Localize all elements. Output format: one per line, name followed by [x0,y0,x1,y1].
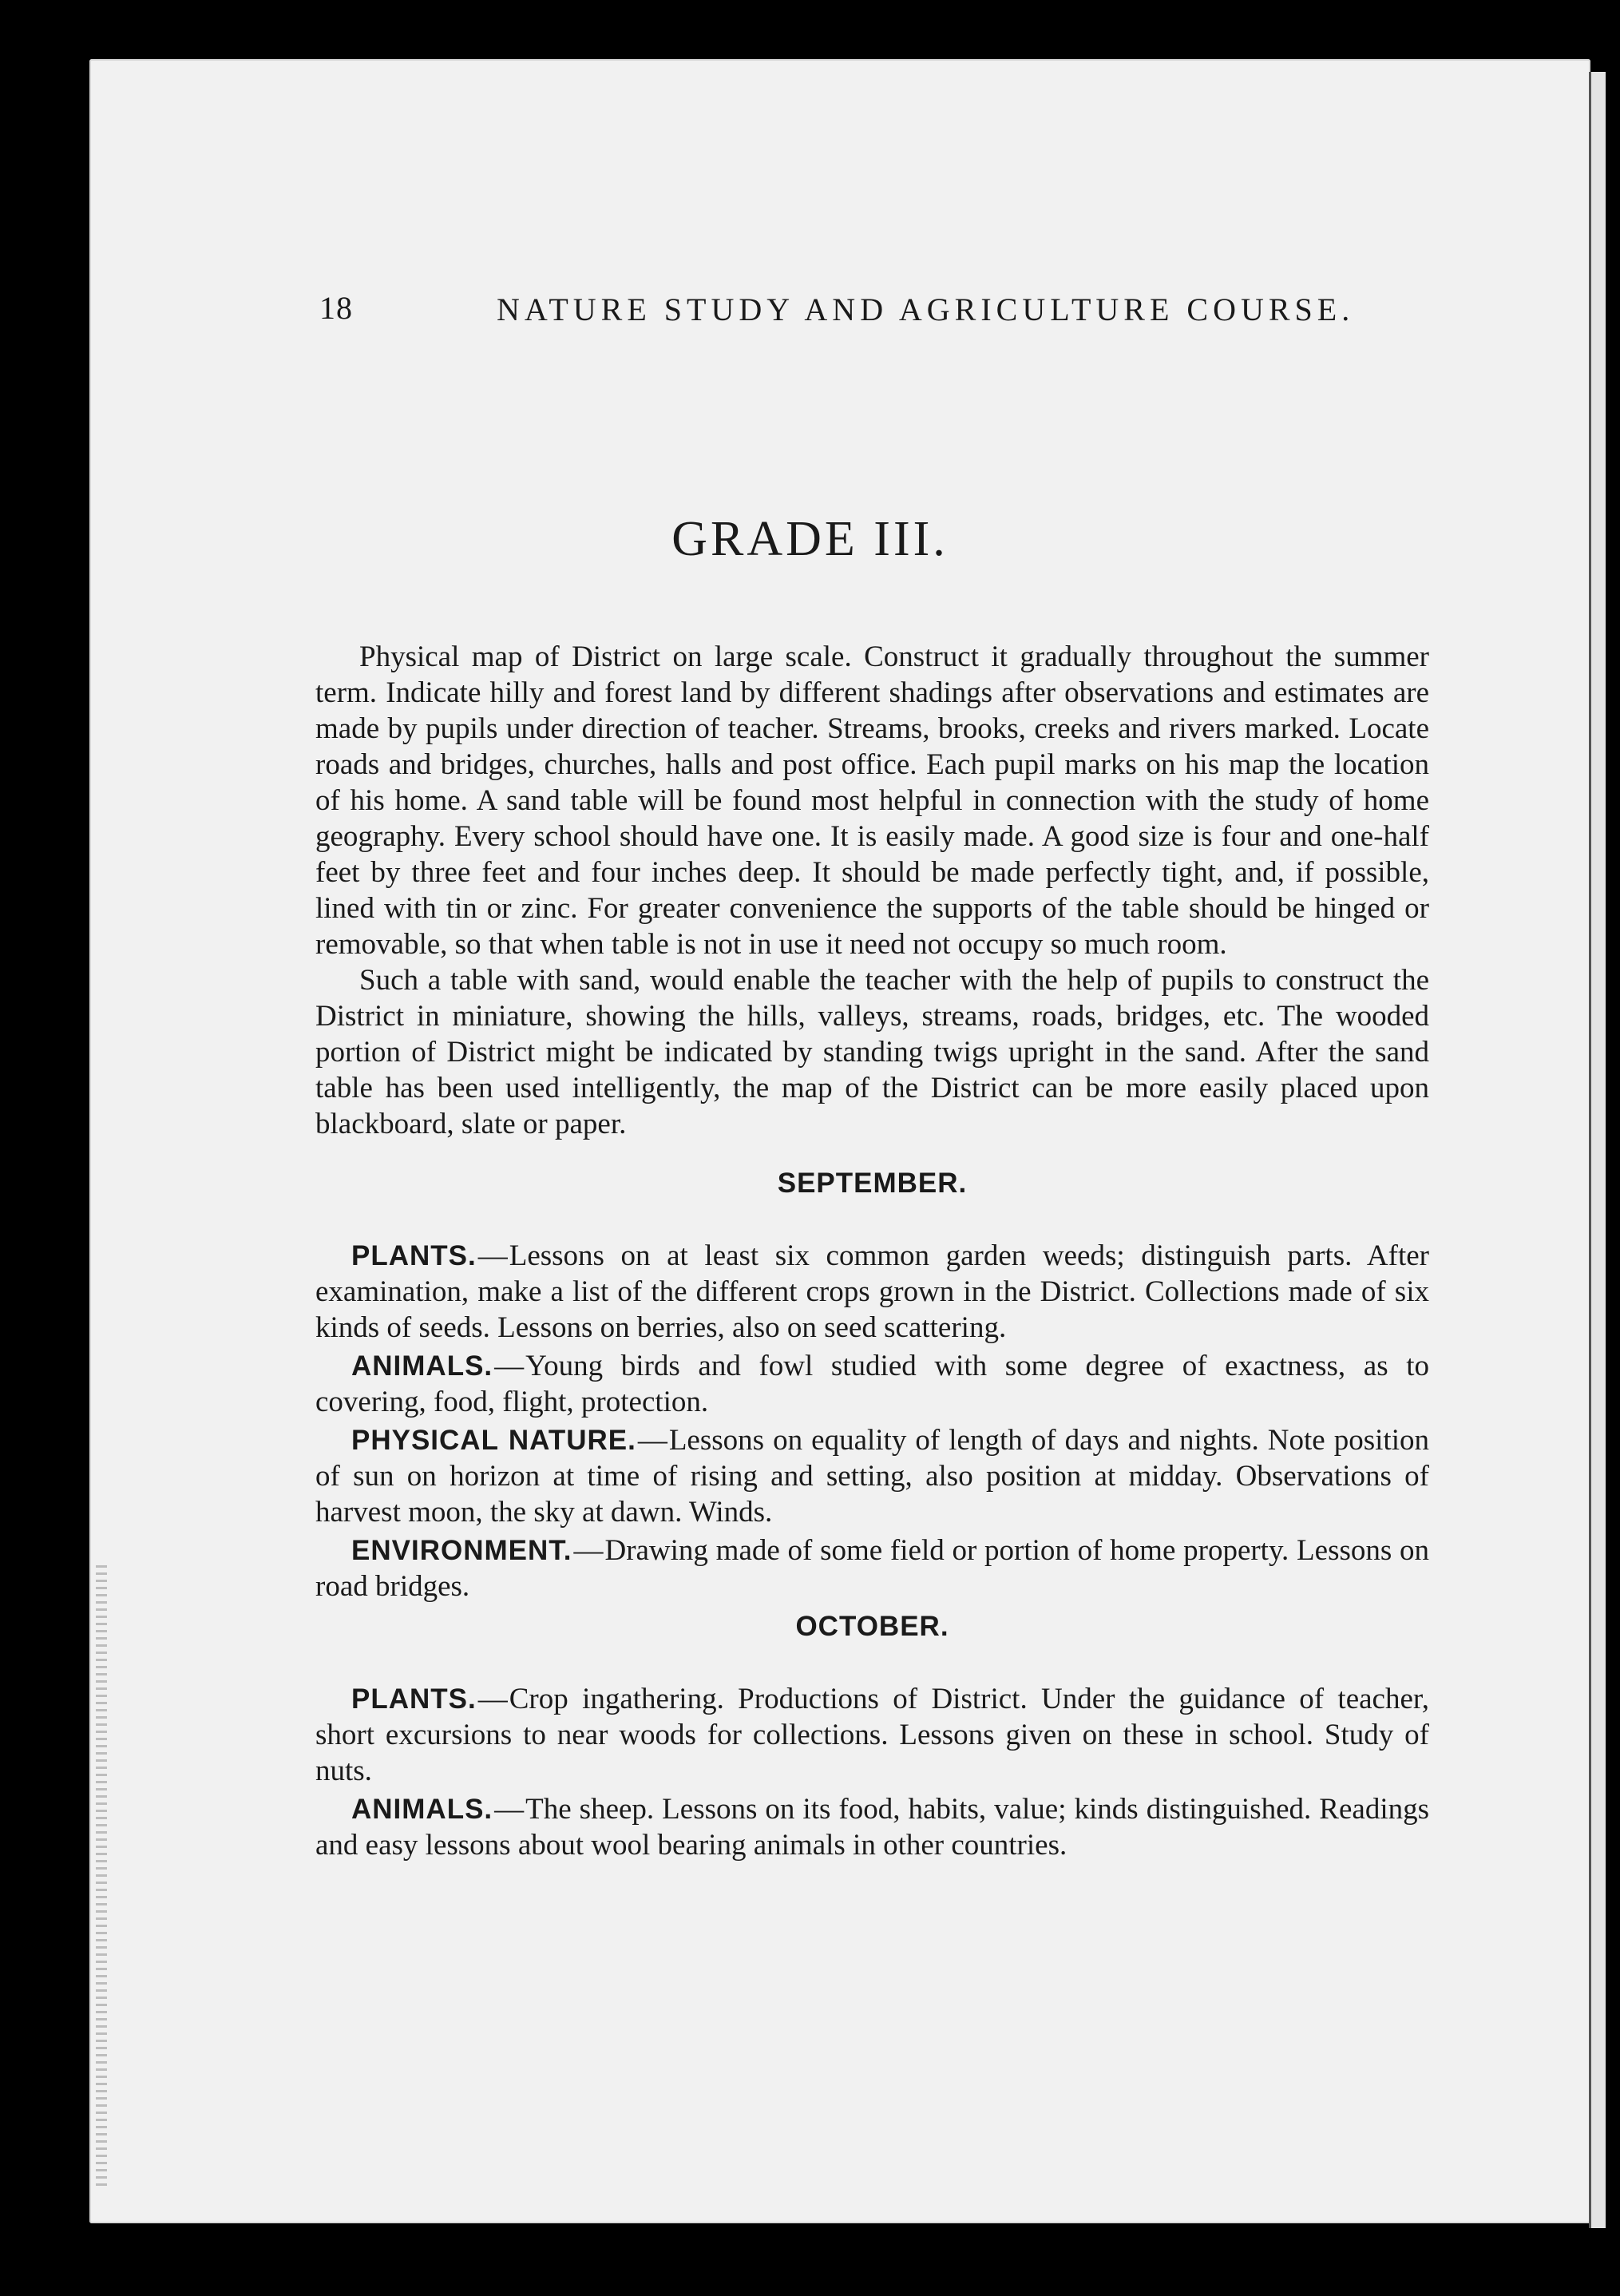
topic-label: ANIMALS. [351,1350,493,1382]
intro-paragraph: Such a table with sand, would enable the teacher with the help of pupils to construct the District in miniature, showing the hills, valleys, streams, roads, bridges, etc. The wooded portion of District might be indicated by standing twigs upright in the sand. After the sand table has been used intelligently, the map of the District can be more easily placed upon blackboard, slate or paper. [315,964,1429,1140]
page-edge [1589,72,1606,2228]
page-title: GRADE III. [671,512,949,566]
separator: — [477,1683,508,1715]
separator: — [494,1350,525,1382]
topic-label: ANIMALS. [351,1794,493,1825]
running-title: NATURE STUDY AND AGRICULTURE COURSE. [497,291,1355,327]
page-number: 18 [319,290,353,326]
page-header [319,289,1437,329]
topic-text: Lessons on equality of length of days and nights. Note position of sun on horizon at time of rising and setting, also position at midday. Observations of harvest moon, the sky at dawn. Winds. [315,1424,1429,1529]
topic-text: The sheep. Lessons on its food, habits, value; kinds distinguished. Readings and easy lessons about wool bearing animals in other countries. [315,1793,1429,1862]
topic-text: Lessons on at least six common garden weeds; distinguish parts. After examination, make a list of the different crops grown in the District. Collections made of six kinds of seeds. Lessons on berries, also on seed scattering. [315,1239,1429,1344]
body-text [315,639,1429,1866]
topic-text: Young birds and fowl studied with some degree of exactness, as to covering, food, flight, protection. [315,1350,1429,1418]
month-heading-october: OCTOBER. [795,1611,949,1642]
october-plants [315,1681,1429,1789]
topic-label: PLANTS. [351,1683,477,1715]
september-animals [315,1348,1429,1420]
september-physical-nature [315,1422,1429,1530]
separator: — [573,1534,604,1567]
september-plants [315,1238,1429,1346]
topic-text: Crop ingathering. Productions of District. Under the guidance of teacher, short excursions to near woods for collections. Lessons given on these in school. Study of nuts. [315,1683,1429,1787]
intro-paragraph: Physical map of District on large scale. Construct it gradually throughout the summer term. Indicate hilly and forest land by different shadings after observations and estimates are made by pupils under direction of teacher. Streams, brooks, creeks and rivers marked. Locate roads and bridges, churches, halls and post office. Each pupil marks on his map the location of his home. A sand table will be found most helpful in connection with the study of home geography. Every school should have one. It is easily made. A good size is four and one-half feet by three feet and four inches deep. It should be made perfectly tight, and, if possible, lined with tin or zinc. For greater convenience the supports of the table should be hinged or removable, so that when table is not in use it need not occupy so much room. [315,640,1429,961]
october-animals [315,1791,1429,1863]
topic-label: PLANTS. [351,1240,477,1271]
binding-edge [96,1565,107,2188]
separator: — [477,1239,508,1272]
topic-text: Drawing made of some field or portion of home property. Lessons on road bridges. [315,1534,1429,1603]
topic-label: PHYSICAL NATURE. [351,1425,636,1456]
separator: — [494,1793,525,1826]
september-environment [315,1533,1429,1604]
topic-label: ENVIRONMENT. [351,1535,572,1566]
separator: — [637,1424,667,1457]
month-heading-september: SEPTEMBER. [777,1168,968,1199]
